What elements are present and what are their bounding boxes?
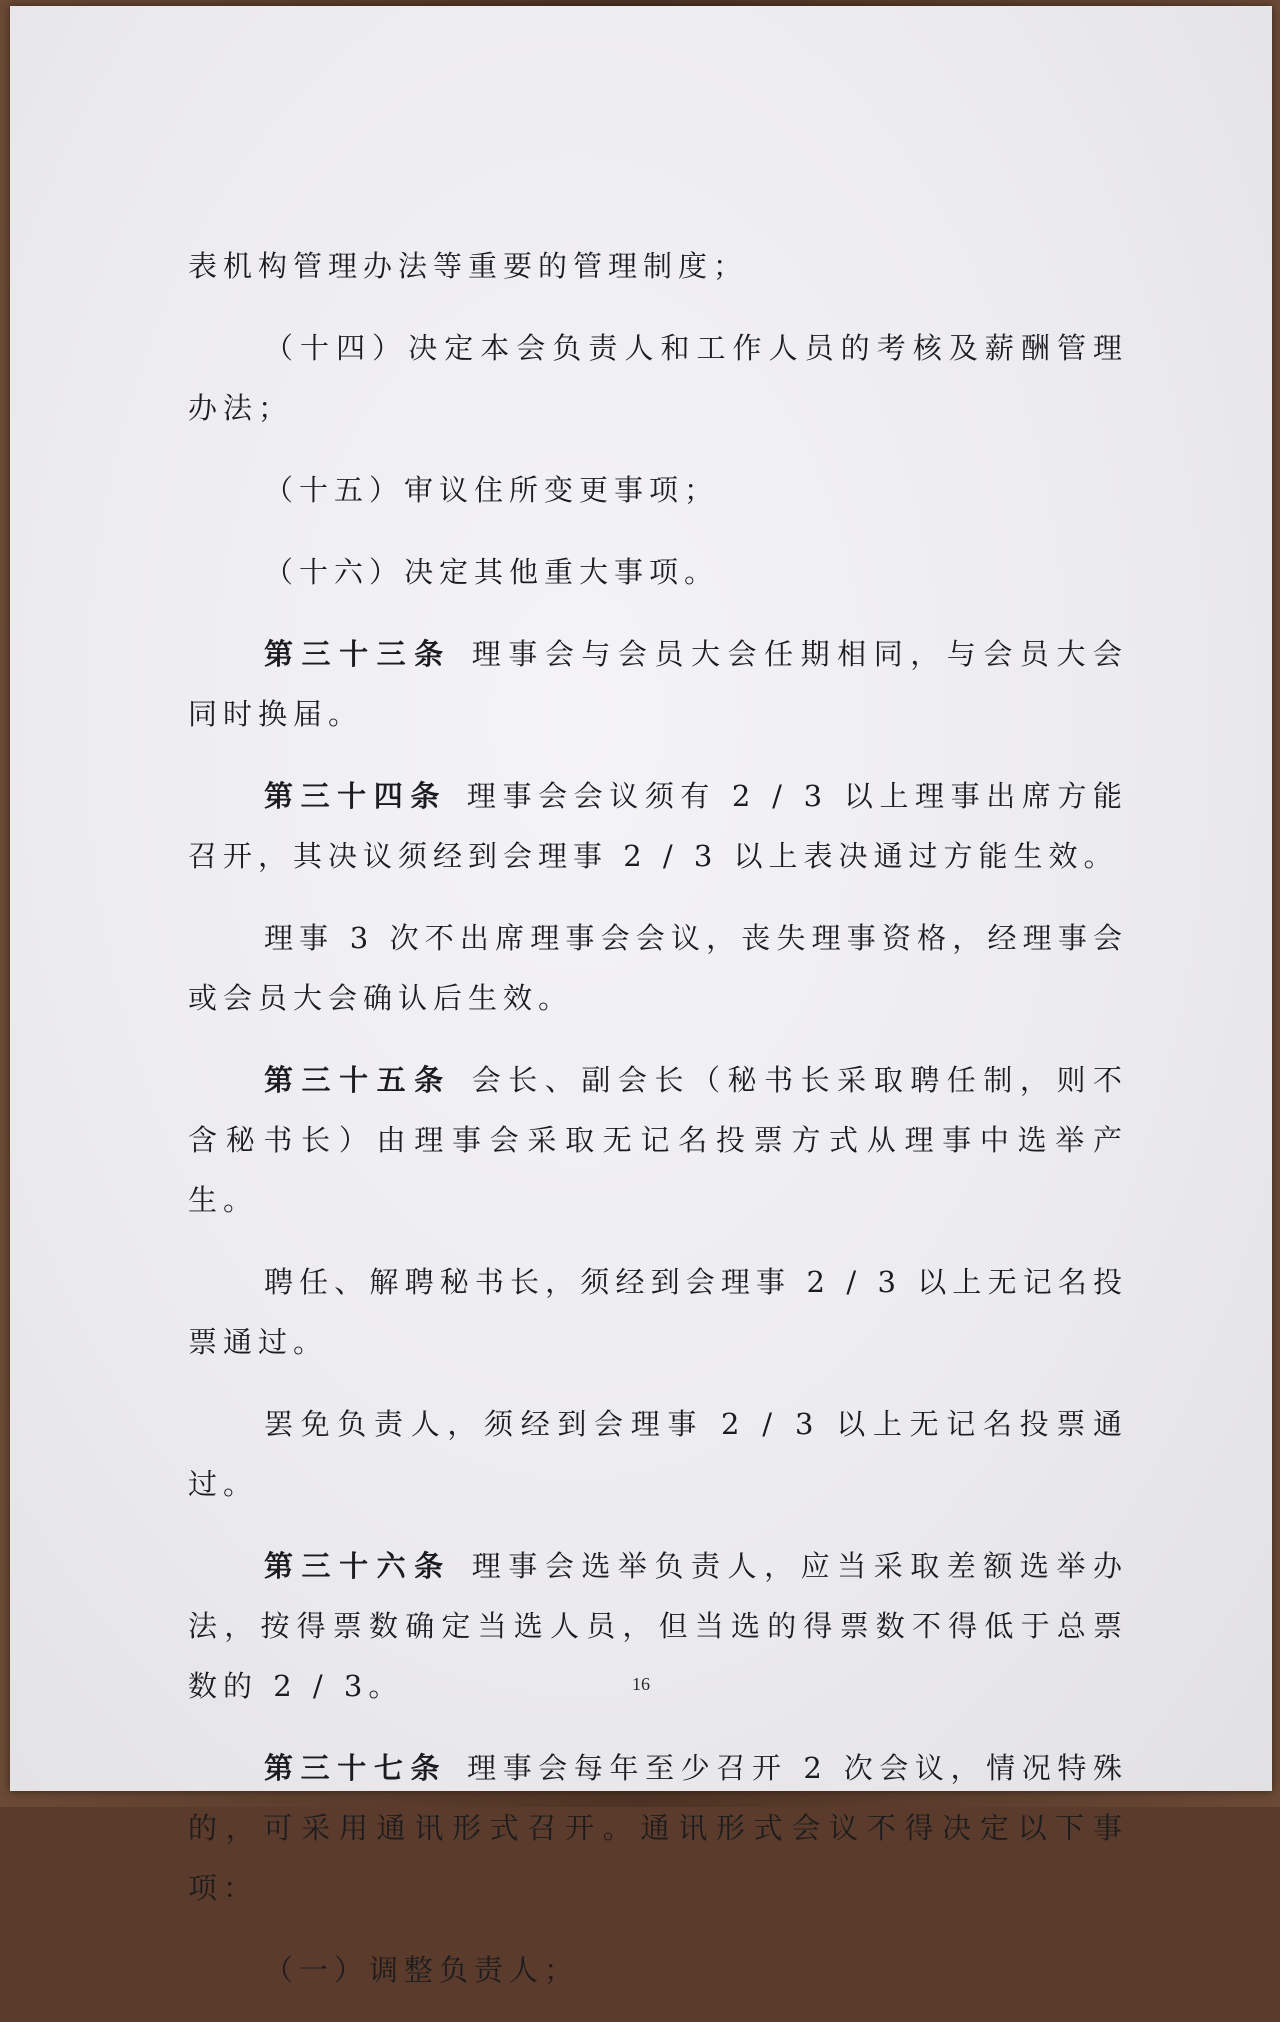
page-number: 16: [632, 1674, 650, 1694]
paragraph-7: [188, 908, 1128, 1028]
article-number: 第三十六条: [264, 1549, 452, 1583]
article-number: 第三十七条: [264, 1751, 448, 1785]
paragraph-text: 理事会与会员大会任期相同，与会员大会同时换届。: [188, 637, 1128, 731]
paragraph-text: 罢免负责人，须经到会理事 2 / 3 以上无记名投票通过。: [188, 1407, 1128, 1501]
paragraph-8: [188, 1050, 1128, 1230]
paragraph-2: [188, 318, 1128, 438]
paragraph-text: 理事会选举负责人，应当采取差额选举办法，按得票数确定当选人员，但当选的得票数不得低于总票数的 2 / 3。: [188, 1549, 1128, 1703]
paragraph-3: [188, 460, 1128, 520]
document-page: [10, 6, 1272, 1987]
paragraph-text: 理事会会议须有 2 / 3 以上理事出席方能召开，其决议须经到会理事 2 / 3 以上表决通过方能生效。: [188, 779, 1128, 873]
paragraph-text: 理事会每年至少召开 2 次会议，情况特殊的，可采用通讯形式召开。通讯形式会议不得决定以下事项：: [188, 1751, 1128, 1905]
paragraph-text: （十五）审议住所变更事项；: [264, 473, 720, 507]
paragraph-text: （十六）决定其他重大事项。: [264, 555, 720, 589]
paragraph-text: 理事 3 次不出席理事会会议，丧失理事资格，经理事会或会员大会确认后生效。: [188, 921, 1128, 1015]
paragraph-text: 表机构管理办法等重要的管理制度；: [188, 249, 749, 283]
paragraph-9: [188, 1252, 1128, 1372]
article-number: 第三十三条: [264, 637, 452, 671]
paragraph-1: [188, 236, 1128, 296]
paragraph-text: （一）调整负责人；: [264, 1953, 580, 1987]
document-body: [188, 236, 1128, 2022]
paragraph-13: [188, 1940, 1128, 2000]
paragraph-12: [188, 1738, 1128, 1918]
article-number: 第三十四条: [264, 779, 447, 813]
article-number: 第三十五条: [264, 1063, 452, 1097]
paragraph-10: [188, 1394, 1128, 1514]
paragraph-6: [188, 766, 1128, 886]
paragraph-4: [188, 542, 1128, 602]
paragraph-5: [188, 624, 1128, 744]
paragraph-text: 聘任、解聘秘书长，须经到会理事 2 / 3 以上无记名投票通过。: [188, 1265, 1128, 1359]
paragraph-text: 会长、副会长（秘书长采取聘任制，则不含秘书长）由理事会采取无记名投票方式从理事中选举产生。: [188, 1063, 1128, 1217]
paragraph-text: （十四）决定本会负责人和工作人员的考核及薪酬管理办法；: [188, 331, 1128, 425]
